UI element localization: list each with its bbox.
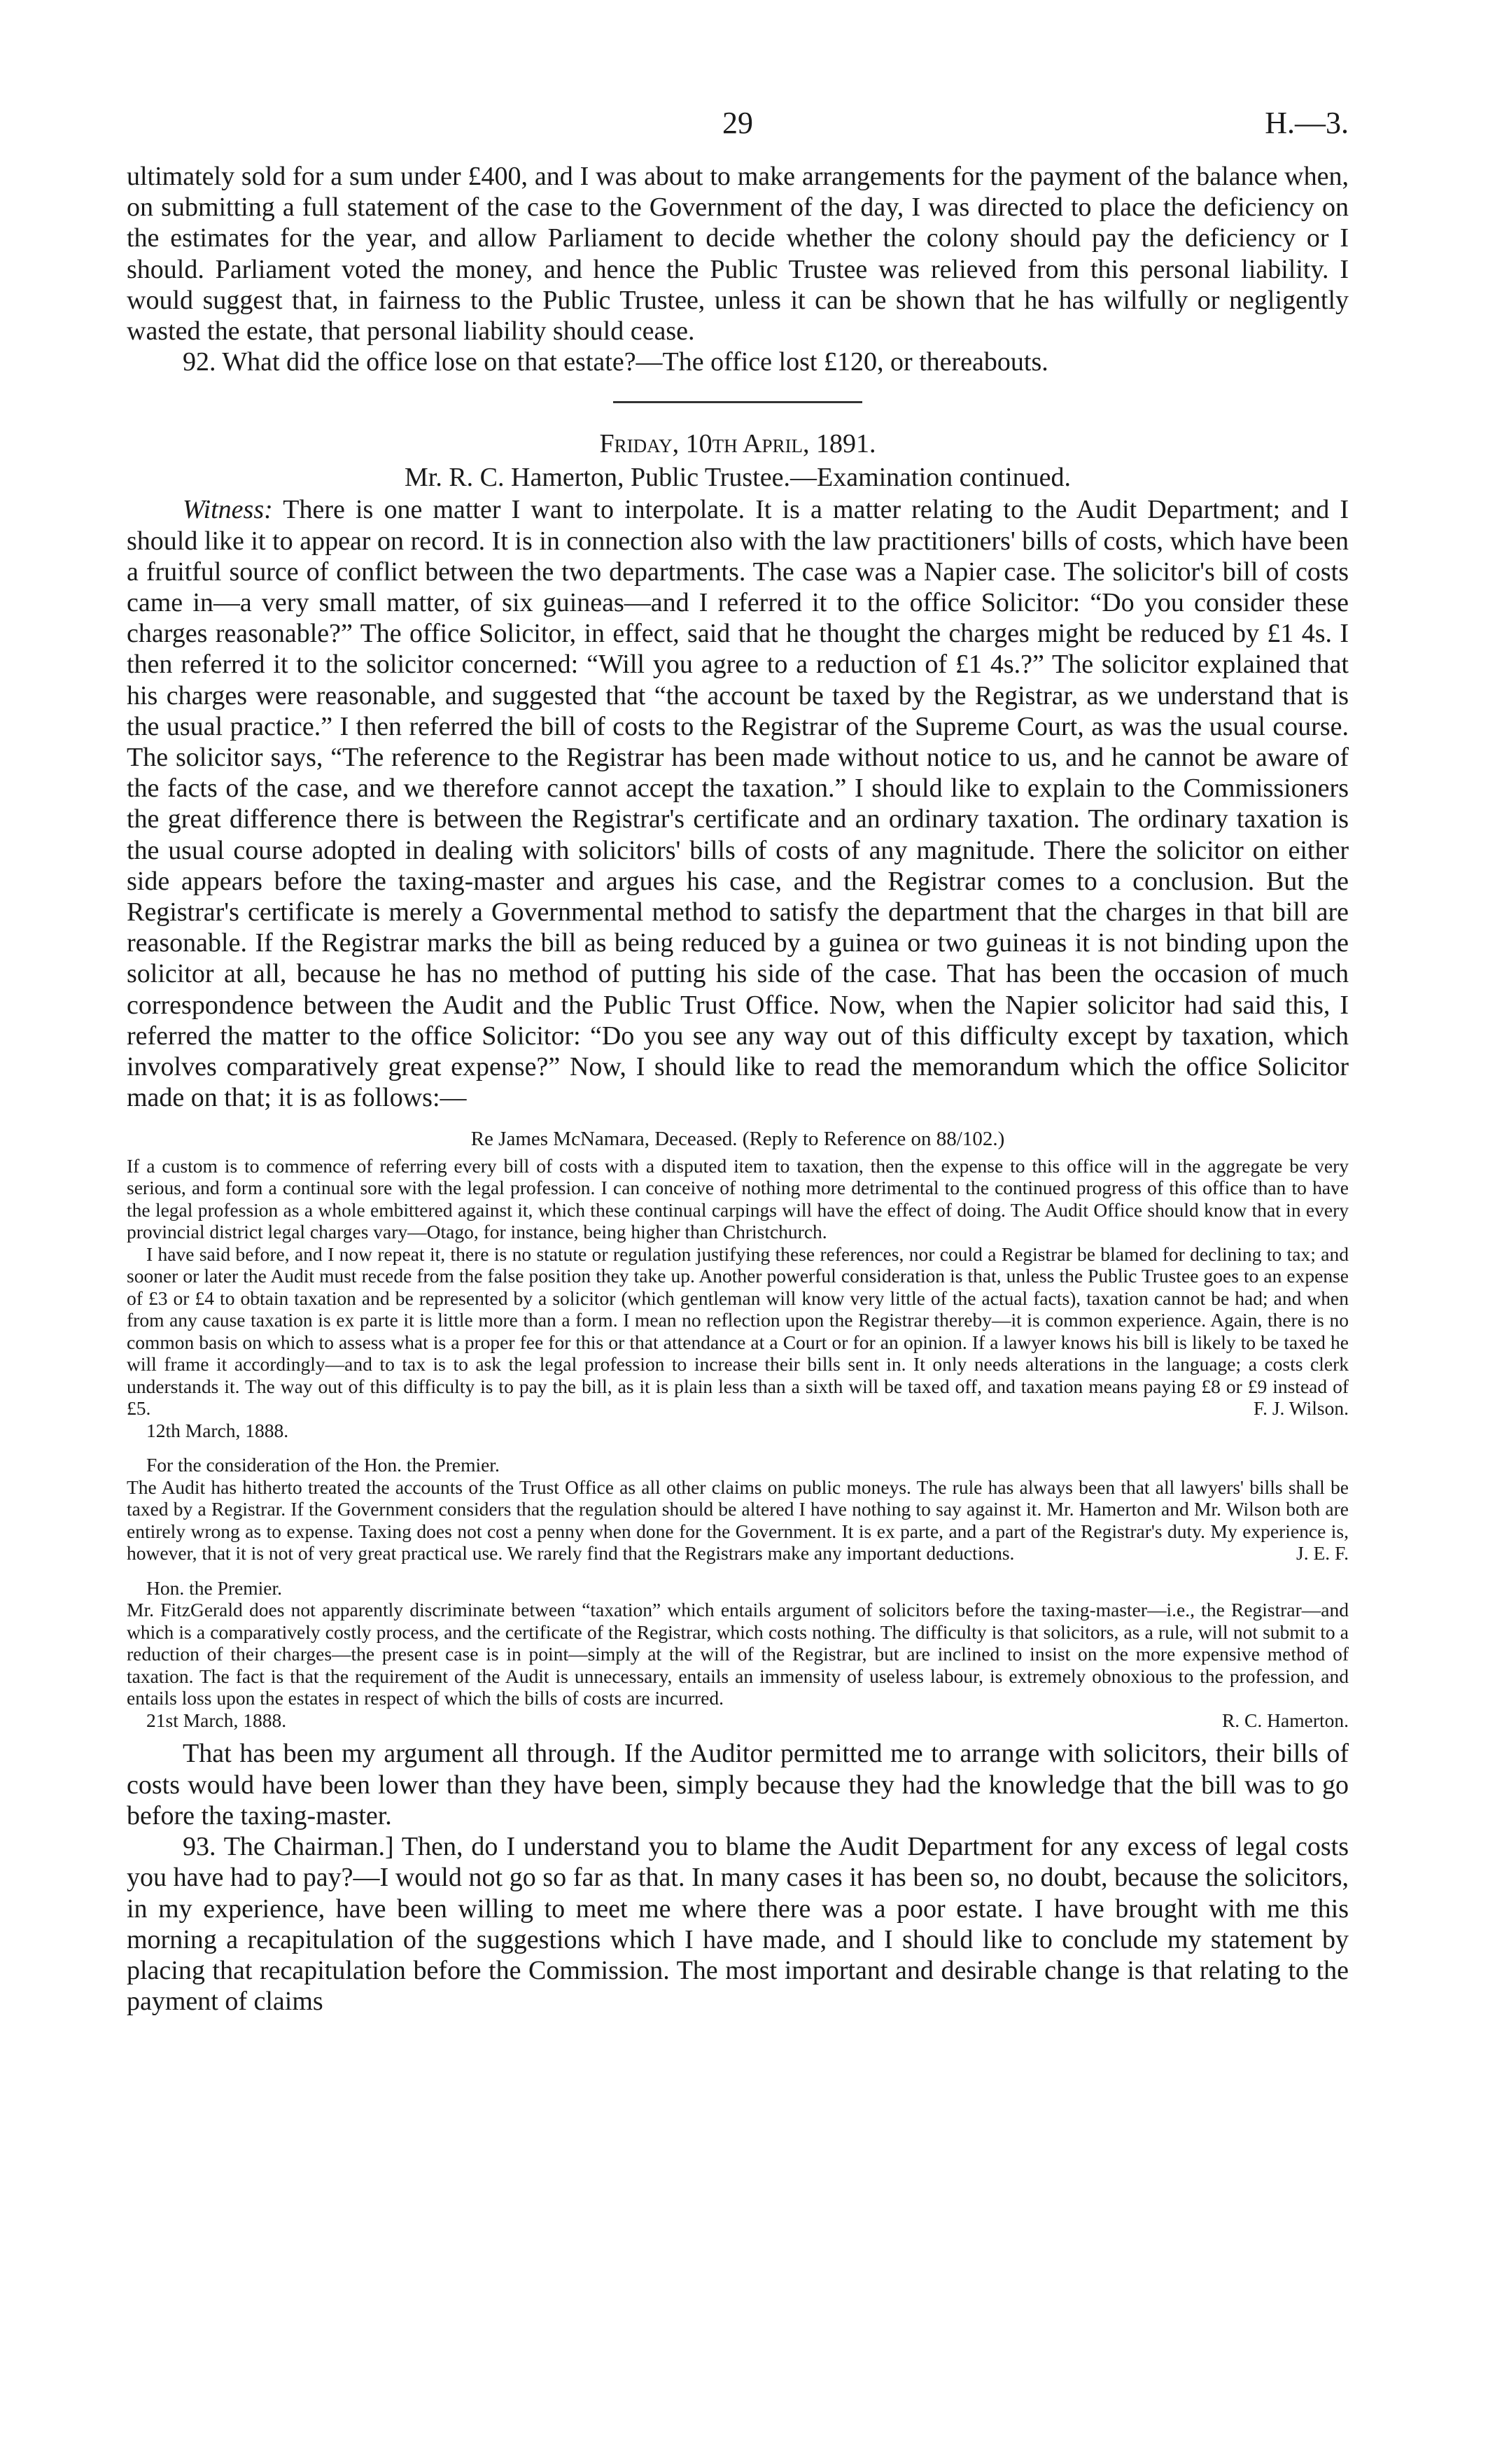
trustee-minute-date: 21st March, 1888.: [146, 1709, 287, 1731]
premier-address: Hon. the Premier.: [146, 1576, 282, 1599]
document-reference: H.—3.: [1265, 106, 1349, 140]
witness-paragraph: [127, 494, 1349, 1113]
audit-minute: [127, 1476, 1349, 1564]
session-date: Friday, 10th April, 1891.: [599, 429, 876, 459]
memo-date-wilson: 12th March, 1888.: [146, 1419, 289, 1441]
audit-minute-text: The Audit has hitherto treated the accounts of the Trust Office as all other claims on public moneys. The rule has always been that all lawyers' bills shall be taxed by a Registrar. If the Government considers that the regulation should be altered I have nothing to say against it. Mr. Hamerton and Mr. Wilson both are entirely wrong as to expense. Taxing does not cost a penny when done for the Government. It is ex parte, and a part of the Registrar's duty. My experience is, however, that it is not of very great practical use. We rarely find that the Registrars make any important deductions.: [127, 1476, 1349, 1564]
trustee-minute: Mr. FitzGerald does not apparently discriminate between “taxation” which entails argument of solicitors before the taxing-master—i.e., the Registrar—and which is a comparatively costly process, and the certificate of the Registrar, which costs nothing. The difficulty is that solicitors, as a rule, will not submit to a reduction of their charges—the present case is in point—simply at the will of the Registrar, but are inclined to insist on the more expensive method of taxation. The fact is that the requirement of the Audit is unnecessary, entails an immensity of useless labour, is extremely obnoxious to the profession, and entails loss upon the estates in respect of which the bills of costs are incurred.: [127, 1599, 1349, 1709]
trustee-signature: R. C. Hamerton.: [1221, 1709, 1349, 1731]
memo-title: Re James McNamara, Deceased. (Reply to Reference on 88/102.): [470, 1128, 1005, 1151]
memo-signature-wilson: F. J. Wilson.: [1253, 1397, 1349, 1420]
memo-paragraph-2: [127, 1243, 1349, 1420]
question-92: 92. What did the office lose on that estate?—The office lost £120, or thereabouts.: [183, 347, 1048, 377]
witness-label: Witness:: [183, 495, 273, 525]
opening-section: [127, 161, 1349, 377]
opening-paragraph: ultimately sold for a sum under £400, and I was about to make arrangements for the payment of the balance when, on submitting a full statement of the case to the Government of the day, I was directed to place the deficiency on the estimates for the year, and allow Parliament to decide whether the colony should pay the deficiency or I should. Parliament voted the money, and hence the Public Trustee was relieved from this personal liability. I would suggest that, in fairness to the Public Trustee, unless it can be shown that he has wilfully or negligently wasted the estate, that personal liability should cease.: [127, 162, 1349, 346]
witness-heading: Mr. R. C. Hamerton, Public Trustee.—Examination continued.: [404, 463, 1072, 493]
page-number: 29: [722, 106, 753, 140]
memo-paragraph-2-text: I have said before, and I now repeat it, there is no statute or regulation justifying these references, nor could a Registrar be blamed for declining to tax; and sooner or later the Audit must recede from the false position they take up. Another powerful consideration is that, unless the Public Trustee goes to an expense of £3 or £4 to obtain taxation and be represented by a solicitor (which gentleman will know very little of the actual facts), taxation cannot be had; and when from any cause taxation is ex parte it is little more than a form. I mean no reflection upon the Registrar thereby—it is common experience. Again, there is no common basis on which to assess what is a proper fee for this or that attendance at a Court or for an opinion. If a lawyer knows his bill is likely to be taxed he will frame it accordingly—and to tax is to ask the legal profession to increase their bills sent in. It only needs alterations in the language; a costs clerk understands it. The way out of this difficulty is to pay the bill, as it is plain less than a sixth will be taxed off, and taxation means paying £8 or £9 instead of £5.: [127, 1242, 1349, 1420]
memorandum: [127, 1128, 1349, 1731]
page-header: [127, 105, 1349, 161]
question-93: 93. The Chairman.] Then, do I understand you to blame the Audit Department for any excess of legal costs you have had to pay?—I would not go so far as that. In many cases it has been so, no doubt, because the solicitors, in my experience, have been willing to meet me where there was a poor estate. I have brought with me this morning a recapitulation of the suggestions which I have made, and I should like to conclude my statement by placing that recapitulation before the Commission. The most important and desirable change is that relating to the payment of claims: [127, 1832, 1349, 2017]
memo-paragraph-1: If a custom is to commence of referring every bill of costs with a disputed item to taxation, then the expense to this office will in the aggregate be very serious, and form a continual sore with the legal profession. I can conceive of nothing more detrimental to the continued progress of this office than to have the legal profession as a whole embittered against it, which these continual carpings will have the effect of doing. The Audit Office should know that in every provincial district legal charges vary—Otago, for instance, being higher than Christchurch.: [127, 1154, 1349, 1243]
audit-address: For the consideration of the Hon. the Premier.: [146, 1454, 500, 1476]
witness-statement: [127, 494, 1349, 1113]
closing-section: [127, 1738, 1349, 2017]
closing-paragraph: That has been my argument all through. If the Auditor permitted me to arrange with solicitors, their bills of costs would have been lower than they have been, simply because they had the knowledge that the bill was to go before the taxing-master.: [127, 1739, 1349, 1830]
document-page: [127, 105, 1349, 2017]
witness-text: There is one matter I want to interpolate. It is a matter relating to the Audit Department; and I should like it to appear on record. It is in connection also with the law practitioners' bills of costs, which have been a fruitful source of conflict between the two departments. The case was a Napier case. The solicitor's bill of costs came in—a very small matter, of six guineas—and I referred it to the office Solicitor: “Do you consider these charges reasonable?” The office Solicitor, in effect, said that he thought the charges might be reduced by £1 4s. I then referred it to the solicitor concerned: “Will you agree to a reduction of £1 4s.?” The solicitor explained that his charges were reasonable, and suggested that “the account be taxed by the Registrar, as we understand that is the usual practice.” I then referred the bill of costs to the Registrar of the Supreme Court, as was the usual course. The solicitor says, “The reference to the Registrar has been made without notice to us, and he cannot be aware of the facts of the case, and we therefore cannot accept the taxation.” I should like to explain to the Commissioners the great difference there is between the Registrar's certificate and an ordinary taxation. The ordinary taxation is the usual course adopted in dealing with solicitors' bills of costs of any magnitude. There the solicitor on either side appears before the taxing-master and argues his case, and the Registrar comes to a conclusion. But the Registrar's certificate is merely a Governmental method to satisfy the department that the charges in that bill are reasonable. If the Registrar marks the bill as being reduced by a guinea or two guineas it is not binding upon the solicitor at all, because he has no method of putting his side of the case. That has been the occasion of much correspondence between the Audit and the Public Trust Office. Now, when the Napier solicitor had said this, I referred the matter to the office Solicitor: “Do you see any way out of this difficulty except by taxation, which involves comparatively great expense?” Now, I should like to read the memorandum which the office Solicitor made on that; it is as follows:—: [127, 495, 1349, 1113]
section-divider: [613, 401, 862, 403]
audit-signature: J. E. F.: [1296, 1542, 1349, 1564]
trustee-signature-line: [127, 1709, 1349, 1732]
